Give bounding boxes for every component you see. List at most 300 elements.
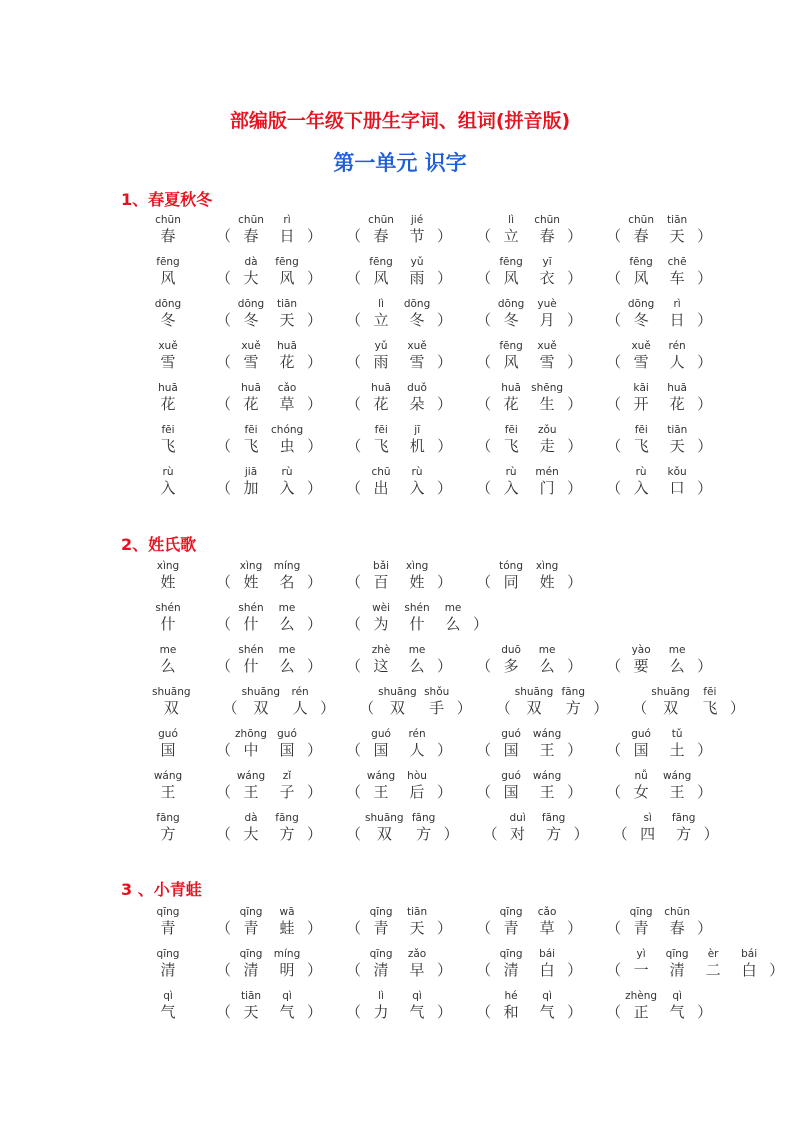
open-paren: （	[632, 699, 648, 717]
open-paren: （	[216, 437, 232, 455]
hanzi: 么	[409, 657, 425, 675]
hanzi: 日	[669, 311, 685, 329]
close-paren: ）	[567, 479, 583, 497]
pinyin: rén	[408, 728, 426, 740]
word-group	[216, 728, 322, 759]
pinyin: xìng	[239, 560, 263, 572]
word-group	[483, 812, 589, 843]
word-group	[346, 298, 452, 329]
close-paren: ）	[567, 437, 583, 455]
close-paren: ）	[697, 1003, 713, 1021]
vocab-row	[150, 466, 713, 502]
close-paren: ）	[307, 353, 323, 371]
character-entry	[150, 948, 186, 979]
hanzi: 飞	[160, 437, 176, 455]
hanzi: 清	[243, 961, 259, 979]
word-group	[216, 644, 322, 675]
hanzi-with-pinyin	[233, 812, 269, 843]
pinyin: fēi	[374, 424, 388, 436]
hanzi: 雪	[243, 353, 259, 371]
pinyin: huā	[277, 340, 297, 352]
hanzi: 门	[539, 479, 555, 497]
hanzi: 什	[409, 615, 425, 633]
character-entry	[150, 382, 186, 413]
hanzi: 青	[503, 919, 519, 937]
open-paren: （	[216, 825, 232, 843]
hanzi: 朵	[409, 395, 425, 413]
close-paren: ）	[697, 311, 713, 329]
word-group	[216, 602, 322, 633]
hanzi-with-pinyin	[399, 948, 435, 979]
open-paren: （	[359, 699, 375, 717]
close-paren: ）	[307, 269, 323, 287]
hanzi: 花	[279, 353, 295, 371]
hanzi: 气	[539, 1003, 555, 1021]
vocab-row	[150, 214, 713, 250]
pinyin: wáng	[236, 770, 266, 782]
pinyin: me	[278, 602, 296, 614]
hanzi: 雪	[409, 353, 425, 371]
hanzi-with-pinyin	[695, 948, 731, 979]
pinyin: fēi	[161, 424, 175, 436]
hanzi-with-pinyin	[529, 644, 565, 675]
open-paren: （	[476, 353, 492, 371]
character-entry	[150, 256, 186, 287]
pinyin: me	[444, 602, 462, 614]
hanzi-with-pinyin	[529, 560, 565, 591]
hanzi-with-pinyin	[649, 686, 692, 717]
open-paren: （	[476, 961, 492, 979]
pinyin: guó	[158, 728, 178, 740]
hanzi: 虫	[279, 437, 295, 455]
hanzi-with-pinyin	[731, 948, 767, 979]
word-group	[476, 466, 582, 497]
open-paren: （	[606, 961, 622, 979]
pinyin: fēng	[499, 256, 523, 268]
hanzi-with-pinyin	[150, 382, 186, 413]
open-paren: （	[476, 395, 492, 413]
hanzi: 车	[669, 269, 685, 287]
pinyin: yào	[631, 644, 651, 656]
open-paren: （	[476, 573, 492, 591]
hanzi: 青	[243, 919, 259, 937]
hanzi-with-pinyin	[399, 990, 435, 1021]
hanzi-with-pinyin	[363, 602, 399, 633]
pinyin: huā	[241, 382, 261, 394]
open-paren: （	[216, 657, 232, 675]
open-paren: （	[476, 741, 492, 759]
pinyin: yuè	[537, 298, 557, 310]
vocab-row	[150, 948, 785, 984]
pinyin: míng	[273, 948, 301, 960]
hanzi: 天	[669, 437, 685, 455]
hanzi: 人	[292, 699, 308, 717]
hanzi-with-pinyin	[659, 948, 695, 979]
word-group	[346, 340, 452, 371]
hanzi-with-pinyin	[150, 770, 186, 801]
pinyin: rén	[668, 340, 686, 352]
pinyin: wáng	[153, 770, 183, 782]
word-group	[216, 906, 322, 937]
hanzi-with-pinyin	[150, 340, 186, 371]
hanzi: 气	[669, 1003, 685, 1021]
pinyin: qì	[163, 990, 173, 1002]
pinyin: fēi	[703, 686, 717, 698]
hanzi: 飞	[503, 437, 519, 455]
hanzi: 名	[279, 573, 295, 591]
open-paren: （	[606, 395, 622, 413]
character-entry	[150, 644, 186, 675]
hanzi: 飞	[373, 437, 389, 455]
hanzi: 姓	[243, 573, 259, 591]
hanzi: 大	[243, 825, 259, 843]
hanzi-with-pinyin	[150, 214, 186, 245]
pinyin: qīng	[369, 906, 393, 918]
hanzi: 月	[539, 311, 555, 329]
section-heading: 1、春夏秋冬	[121, 190, 213, 209]
pinyin: chóng	[271, 424, 304, 436]
pinyin: huā	[371, 382, 391, 394]
hanzi-with-pinyin	[630, 812, 666, 843]
pinyin: sì	[643, 812, 652, 824]
close-paren: ）	[437, 437, 453, 455]
pinyin: xuě	[631, 340, 651, 352]
pinyin: fēi	[634, 424, 648, 436]
open-paren: （	[346, 1003, 362, 1021]
open-paren: （	[346, 961, 362, 979]
hanzi: 么	[445, 615, 461, 633]
hanzi-with-pinyin	[659, 214, 695, 245]
word-group	[216, 770, 322, 801]
vocab-row	[150, 906, 713, 942]
hanzi-with-pinyin	[623, 728, 659, 759]
hanzi: 风	[373, 269, 389, 287]
hanzi: 草	[279, 395, 295, 413]
hanzi-with-pinyin	[399, 602, 435, 633]
hanzi-with-pinyin	[233, 214, 269, 245]
pinyin: duō	[501, 644, 521, 656]
hanzi: 清	[503, 961, 519, 979]
open-paren: （	[606, 1003, 622, 1021]
hanzi: 王	[669, 783, 685, 801]
hanzi-with-pinyin	[269, 298, 305, 329]
open-paren: （	[476, 783, 492, 801]
pinyin: fēng	[156, 256, 180, 268]
hanzi: 王	[373, 783, 389, 801]
hanzi: 青	[373, 919, 389, 937]
hanzi-with-pinyin	[150, 644, 186, 675]
hanzi: 雪	[539, 353, 555, 371]
pinyin: shuāng	[241, 686, 281, 698]
word-group	[606, 948, 784, 979]
hanzi-with-pinyin	[363, 906, 399, 937]
hanzi-with-pinyin	[150, 256, 186, 287]
hanzi: 加	[243, 479, 259, 497]
word-group	[346, 770, 452, 801]
open-paren: （	[606, 919, 622, 937]
close-paren: ）	[697, 437, 713, 455]
pinyin: tiān	[667, 424, 688, 436]
pinyin: zǒu	[537, 424, 557, 436]
close-paren: ）	[697, 353, 713, 371]
hanzi: 花	[243, 395, 259, 413]
pinyin: shén	[404, 602, 430, 614]
character-entry	[150, 466, 186, 497]
hanzi: 方	[565, 699, 581, 717]
hanzi-with-pinyin	[623, 948, 659, 979]
character-entry	[150, 298, 186, 329]
pinyin: lì	[378, 298, 384, 310]
hanzi-with-pinyin	[233, 602, 269, 633]
close-paren: ）	[437, 227, 453, 245]
open-paren: （	[216, 227, 232, 245]
hanzi: 双	[253, 699, 269, 717]
pinyin: me	[159, 644, 177, 656]
hanzi-with-pinyin	[269, 602, 305, 633]
word-group	[346, 906, 452, 937]
word-group	[496, 686, 609, 717]
close-paren: ）	[697, 741, 713, 759]
pinyin: míng	[273, 560, 301, 572]
hanzi: 入	[409, 479, 425, 497]
hanzi-with-pinyin	[529, 728, 565, 759]
hanzi-with-pinyin	[529, 214, 565, 245]
word-group	[346, 256, 452, 287]
hanzi-with-pinyin	[623, 906, 659, 937]
hanzi-with-pinyin	[493, 340, 529, 371]
pinyin: chūn	[664, 906, 690, 918]
close-paren: ）	[697, 657, 713, 675]
hanzi: 国	[373, 741, 389, 759]
hanzi: 雪	[633, 353, 649, 371]
pinyin: fēi	[504, 424, 518, 436]
pinyin: zǎo	[407, 948, 427, 960]
word-group	[606, 466, 712, 497]
hanzi: 国	[279, 741, 295, 759]
vocab-row	[150, 424, 713, 460]
hanzi: 花	[669, 395, 685, 413]
hanzi-with-pinyin	[623, 644, 659, 675]
hanzi: 方	[416, 825, 432, 843]
word-group	[476, 644, 582, 675]
open-paren: （	[346, 573, 362, 591]
hanzi-with-pinyin	[659, 424, 695, 455]
pinyin: shuāng	[514, 686, 554, 698]
hanzi-with-pinyin	[240, 686, 283, 717]
pinyin: shuāng	[152, 686, 191, 698]
hanzi: 白	[741, 961, 757, 979]
word-group	[476, 906, 582, 937]
close-paren: ）	[456, 699, 472, 717]
pinyin: rù	[505, 466, 517, 478]
word-group	[346, 214, 452, 245]
hanzi-with-pinyin	[659, 728, 695, 759]
pinyin: rén	[291, 686, 309, 698]
hanzi: 方	[279, 825, 295, 843]
close-paren: ）	[437, 783, 453, 801]
pinyin: huā	[501, 382, 521, 394]
open-paren: （	[216, 353, 232, 371]
word-group	[476, 340, 582, 371]
hanzi-with-pinyin	[399, 298, 435, 329]
open-paren: （	[216, 919, 232, 937]
pinyin: shuāng	[378, 686, 417, 698]
open-paren: （	[476, 437, 492, 455]
word-group	[606, 770, 712, 801]
pinyin: guó	[501, 728, 521, 740]
hanzi-with-pinyin	[399, 256, 435, 287]
word-group	[476, 770, 582, 801]
close-paren: ）	[437, 741, 453, 759]
hanzi-with-pinyin	[659, 298, 695, 329]
hanzi: 方	[160, 825, 176, 843]
hanzi-with-pinyin	[493, 214, 529, 245]
pinyin: fēng	[629, 256, 653, 268]
hanzi: 清	[669, 961, 685, 979]
hanzi-with-pinyin	[493, 644, 529, 675]
open-paren: （	[346, 269, 362, 287]
hanzi: 双	[389, 699, 405, 717]
hanzi: 青	[160, 919, 176, 937]
hanzi-with-pinyin	[233, 990, 269, 1021]
pinyin: fēng	[369, 256, 393, 268]
hanzi-with-pinyin	[529, 382, 565, 413]
word-group	[216, 340, 322, 371]
word-group	[216, 256, 322, 287]
pinyin: rì	[283, 214, 291, 226]
hanzi: 什	[243, 615, 259, 633]
hanzi: 风	[503, 353, 519, 371]
hanzi-with-pinyin	[269, 466, 305, 497]
hanzi: 百	[373, 573, 389, 591]
hanzi: 白	[539, 961, 555, 979]
hanzi: 国	[633, 741, 649, 759]
hanzi-with-pinyin	[150, 812, 186, 843]
hanzi: 人	[669, 353, 685, 371]
hanzi-with-pinyin	[493, 256, 529, 287]
hanzi: 么	[160, 657, 176, 675]
character-entry	[150, 812, 186, 843]
pinyin: mén	[535, 466, 559, 478]
hanzi-with-pinyin	[233, 644, 269, 675]
word-group	[359, 686, 472, 717]
hanzi: 气	[160, 1003, 176, 1021]
pinyin: chūn	[628, 214, 654, 226]
hanzi-with-pinyin	[233, 770, 269, 801]
pinyin: guó	[371, 728, 391, 740]
hanzi-with-pinyin	[419, 686, 455, 717]
pinyin: zǐ	[282, 770, 292, 782]
word-group	[606, 382, 712, 413]
hanzi: 青	[633, 919, 649, 937]
pinyin: yī	[542, 256, 552, 268]
open-paren: （	[606, 783, 622, 801]
hanzi: 花	[503, 395, 519, 413]
open-paren: （	[476, 269, 492, 287]
pinyin: fāng	[541, 812, 566, 824]
hanzi-with-pinyin	[659, 340, 695, 371]
hanzi-with-pinyin	[269, 382, 305, 413]
hanzi-with-pinyin	[536, 812, 572, 843]
vocab-row	[150, 686, 745, 722]
hanzi-with-pinyin	[150, 424, 186, 455]
pinyin: wā	[279, 906, 295, 918]
hanzi: 清	[373, 961, 389, 979]
close-paren: ）	[697, 227, 713, 245]
hanzi-with-pinyin	[666, 812, 702, 843]
close-paren: ）	[697, 919, 713, 937]
pinyin: chūn	[368, 214, 394, 226]
pinyin: rù	[411, 466, 423, 478]
open-paren: （	[346, 353, 362, 371]
hanzi: 国	[503, 783, 519, 801]
pinyin: bái	[539, 948, 556, 960]
vocab-row	[150, 812, 719, 848]
hanzi: 立	[373, 311, 389, 329]
open-paren: （	[606, 353, 622, 371]
vocab-row	[150, 560, 710, 596]
hanzi-with-pinyin	[150, 686, 193, 717]
hanzi: 人	[409, 741, 425, 759]
pinyin: duǒ	[407, 382, 427, 394]
word-group	[216, 214, 322, 245]
hanzi: 双	[663, 699, 679, 717]
pinyin: xuě	[407, 340, 427, 352]
hanzi: 气	[409, 1003, 425, 1021]
pinyin: dōng	[403, 298, 431, 310]
character-entry	[150, 906, 186, 937]
hanzi: 节	[409, 227, 425, 245]
pinyin: huā	[158, 382, 178, 394]
pinyin: guó	[501, 770, 521, 782]
pinyin: me	[668, 644, 686, 656]
hanzi-with-pinyin	[623, 990, 659, 1021]
word-group	[476, 424, 582, 455]
hanzi-with-pinyin	[529, 990, 565, 1021]
vocab-row	[150, 770, 713, 806]
pinyin: rì	[673, 298, 681, 310]
hanzi-with-pinyin	[150, 990, 186, 1021]
hanzi: 风	[633, 269, 649, 287]
pinyin: fēng	[499, 340, 523, 352]
word-group	[606, 214, 712, 245]
hanzi: 后	[409, 783, 425, 801]
pinyin: fēng	[275, 256, 299, 268]
hanzi: 力	[373, 1003, 389, 1021]
pinyin: me	[538, 644, 556, 656]
unit-title: 第一单元 识字	[333, 151, 467, 175]
word-group	[606, 424, 712, 455]
hanzi-with-pinyin	[500, 812, 536, 843]
pinyin: tiān	[406, 906, 428, 918]
word-group	[346, 560, 452, 591]
hanzi-with-pinyin	[269, 256, 305, 287]
word-group	[476, 560, 582, 591]
hanzi-with-pinyin	[659, 256, 695, 287]
word-group	[476, 382, 582, 413]
hanzi: 姓	[539, 573, 555, 591]
hanzi-with-pinyin	[692, 686, 728, 717]
hanzi-with-pinyin	[659, 382, 695, 413]
close-paren: ）	[567, 573, 583, 591]
open-paren: （	[482, 825, 498, 843]
close-paren: ）	[307, 227, 323, 245]
hanzi-with-pinyin	[363, 770, 399, 801]
hanzi: 衣	[539, 269, 555, 287]
close-paren: ）	[697, 783, 713, 801]
open-paren: （	[612, 825, 628, 843]
hanzi: 入	[503, 479, 519, 497]
